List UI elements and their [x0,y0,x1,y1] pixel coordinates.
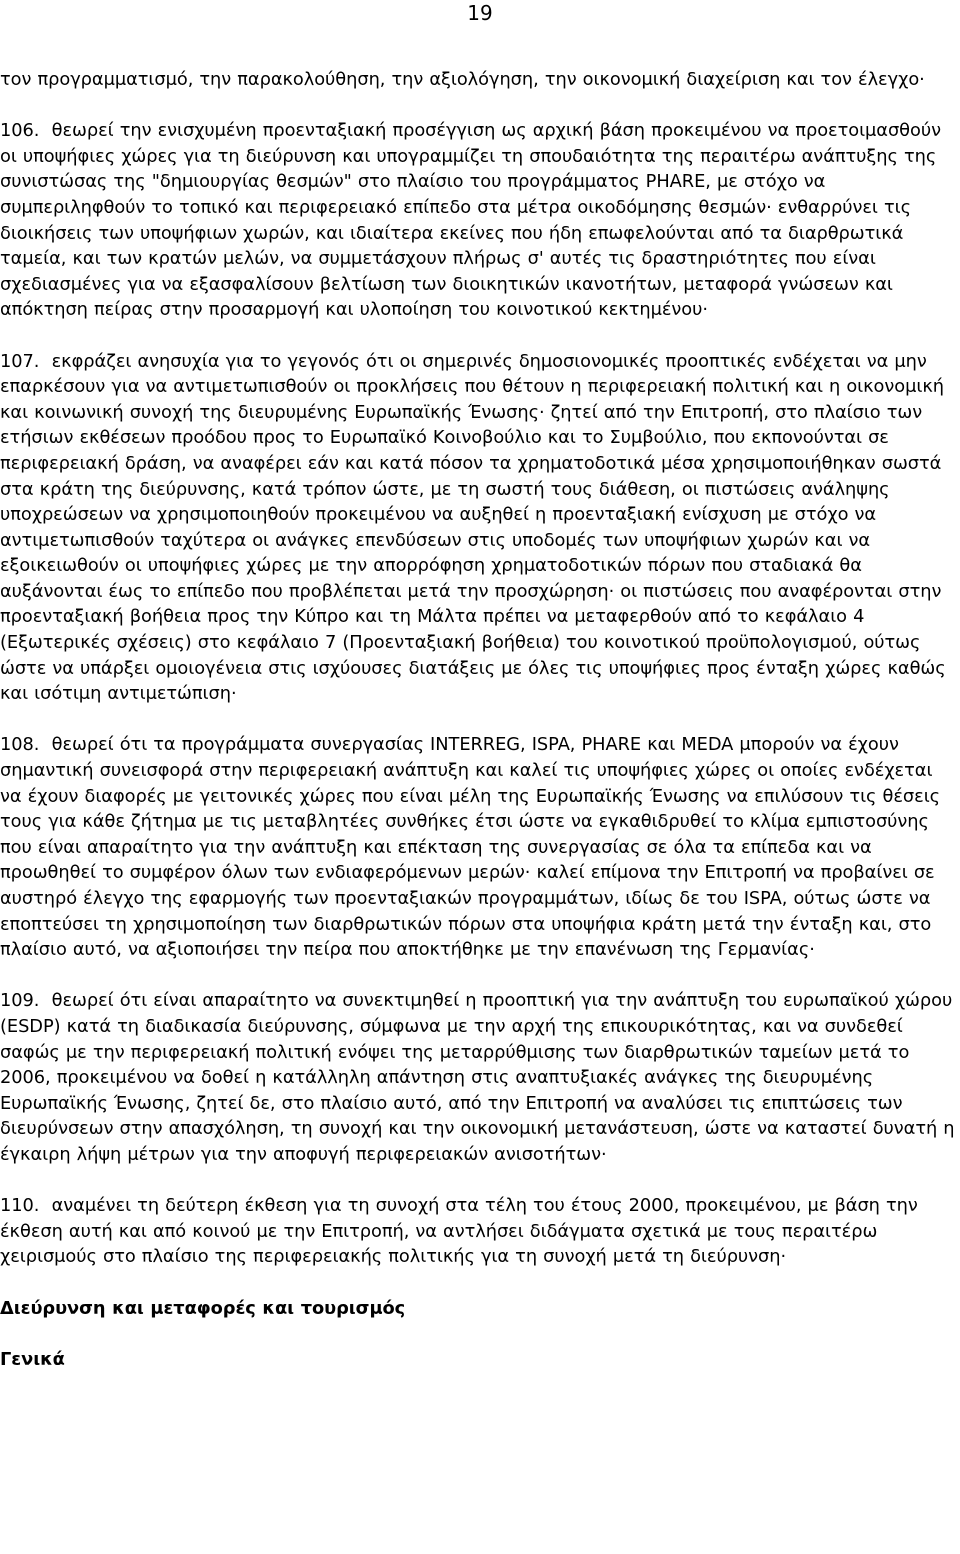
section-heading: Διεύρυνση και μεταφορές και τουρισμός [0,1297,406,1319]
paragraph-text: θεωρεί ότι είναι απαραίτητο να συνεκτιμηθεί η προοπτική για την ανάπτυξη του ευρωπαϊκού χώρου (ESDP) κατά τη διαδικασία διεύρυνσης, σύμφωνα με την αρχή της επικουρικότητας, και να συνδεθεί σαφώς με την περιφερειακή πολιτική ενόψει της μεταρρύθμισης των διαρθρωτικών ταμείων μετά το 2006, προκειμένου να δοθεί η κατάλληλη απάντηση στις αναπτυξιακές ανάγκες της διευρυμένης Ευρωπαϊκής Ένωσης, ζητεί δε, στο πλαίσιο αυτό, από την Επιτροπή να αναλύσει τις επιπτώσεις των διευρύνσεων στην απασχόληση, τη συνοχή και την οικονομική μετανάστευση, ώστε να καταστεί δυνατή η έγκαιρη λήψη μέτρων για την αποφυγή περιφερειακών ανισοτήτων· [0,990,955,1165]
paragraph-number: 110. [0,1195,40,1217]
page-number: 19 [467,1,493,25]
paragraph-text: θεωρεί την ενισχυμένη προενταξιακή προσέγγιση ως αρχική βάση προκειμένου να προετοιμασθούν οι υποψήφιες χώρες για τη διεύρυνση και υπογραμμίζει τη σπουδαιότητα της περαιτέρω ανάπτυξης της συνιστώσας της "δημιουργίας θεσμών" στο πλαίσιο του προγράμματος PHARE, με στόχο να συμπεριληφθούν το τοπικό και περιφερειακό επίπεδο στα μέτρα οικοδόμησης θεσμών· ενθαρρύνει τις διοικήσεις των υποψήφιων χωρών, και ιδιαίτερα εκείνες που ήδη επωφελούνται από τα διαρθρωτικά ταμεία, και των κρατών μελών, να συμμετάσχουν πλήρως σ' αυτές τις δραστηριότητες που είναι σχεδιασμένες για να εξασφαλίσουν βελτίωση των διοικητικών ικανοτήτων, μεταφορά γνώσεων και απόκτηση πείρας στην προσαρμογή και υλοποίηση του κοινοτικού κεκτημένου· [0,120,941,321]
paragraph-108 [0,732,960,962]
paragraph-107 [0,349,960,707]
paragraph-number: 106. [0,120,40,142]
paragraph-text: εκφράζει ανησυχία για το γεγονός ότι οι σημερινές δημοσιονομικές προοπτικές ενδέχεται να μην επαρκέσουν για να αντιμετωπισθούν οι προκλήσεις που θέτουν η περιφερειακή πολιτική και η οικονομική και κοινωνική συνοχή της διευρυμένης Ευρωπαϊκής Ένωσης· ζητεί από την Επιτροπή, στο πλαίσιο των ετήσιων εκθέσεων προόδου προς το Ευρωπαϊκό Κοινοβούλιο και το Συμβούλιο, που εκπονούνται σε περιφερειακή δράση, να αναφέρει εάν και κατά πόσον τα χρηματοδοτικά μέσα χρησιμοποιήθηκαν σωστά στα κράτη της διεύρυνσης, κατά τρόπον ώστε, με τη σωστή τους διάθεση, οι πιστώσεις ανάληψης υποχρεώσεων να χρησιμοποιηθούν προκειμένου να αυξηθεί η προενταξιακή ενίσχυση με στόχο να αντιμετωπισθούν ταχύτερα οι ανάγκες επενδύσεων στις υποδομές των υποψήφιων χωρών και να εξοικειωθούν οι υποψήφιες χώρες με την απορρόφηση χρηματοδοτικών πόρων που σταδιακά θα αυξάνονται έως το επίπεδο που προβλέπεται μετά την προσχώρηση· οι πιστώσεις που αναφέρονται στην προενταξιακή βοήθεια προς την Κύπρο και τη Μάλτα πρέπει να μεταφερθούν από το κεφάλαιο 4 (Εξωτερικές σχέσεις) στο κεφάλαιο 7 (Προενταξιακή βοήθεια) του κοινοτικού προϋπολογισμού, ούτως ώστε να υπάρξει ομοιογένεια στις ισχύουσες διατάξεις με όλες τις υποψήφιες προς ένταξη χώρες καθώς και ισότιμη αντιμετώπιση· [0,350,946,705]
paragraph-text: θεωρεί ότι τα προγράμματα συνεργασίας INTERREG, ISPA, PHARE και MEDA μπορούν να έχουν σημαντική συνεισφορά στην περιφερειακή ανάπτυξη και καλεί τις υποψήφιες χώρες οι οποίες ενδέχεται να έχουν διαφορές με γειτονικές χώρες που είναι μέλη της Ευρωπαϊκής Ένωσης να επιλύσουν τις θέσεις τους για κάθε ζήτημα με τις μεταβλητέες συνθήκες έτσι ώστε να εγκαθιδρυθεί το κλίμα εμπιστοσύνης που είναι απαραίτητο για την ανάπτυξη και επέκταση της συνεργασίας σε όλα τα επίπεδα και να προωθηθεί το συμφέρον όλων των ενδιαφερόμενων μερών· καλεί επίμονα την Επιτροπή να προβαίνει σε αυστηρό έλεγχο της εφαρμογής των προενταξιακών προγραμμάτων, ιδίως δε του ISPA, ούτως ώστε να εποπτεύσει τη χρησιμοποίηση των διαρθρωτικών πόρων στα υποψήφια κράτη μετά την ένταξη και, στο πλαίσιο αυτό, να αξιοποιήσει την πείρα που αποκτήθηκε με την επανένωση της Γερμανίας· [0,734,941,961]
paragraph-109 [0,988,960,1167]
document-body [0,67,960,1372]
subsection-heading: Γενικά [0,1348,65,1370]
intro-paragraph: τον προγραμματισμό, την παρακολούθηση, την αξιολόγηση, την οικονομική διαχείριση και τον έλεγχο· [0,69,925,90]
paragraph-text: αναμένει τη δεύτερη έκθεση για τη συνοχή στα τέλη του έτους 2000, προκειμένου, με βάση την έκθεση αυτή και από κοινού με την Επιτροπή, να αντλήσει διδάγματα σχετικά με τους περαιτέρω χειρισμούς στο πλαίσιο της περιφερειακής πολιτικής για τη συνοχή μετά τη διεύρυνση· [0,1195,918,1268]
paragraph-number: 107. [0,350,40,372]
paragraph-110 [0,1193,960,1270]
paragraph-number: 108. [0,734,40,756]
paragraph-number: 109. [0,990,40,1012]
paragraph-106 [0,118,960,323]
